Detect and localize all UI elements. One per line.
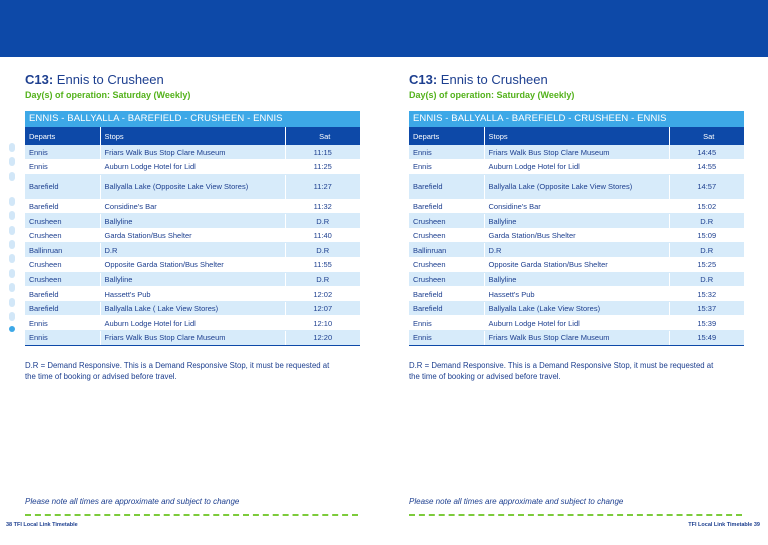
stop-marker bbox=[9, 254, 15, 263]
route-header: ENNIS - BALLYALLA - BAREFIELD - CRUSHEEN - ENNIS bbox=[25, 111, 360, 127]
cell-time: D.R bbox=[669, 272, 744, 287]
table-header-row bbox=[409, 127, 744, 145]
table-row bbox=[25, 316, 360, 331]
table-row bbox=[409, 214, 744, 229]
table-row bbox=[25, 301, 360, 316]
cell-departs: Ennis bbox=[25, 316, 100, 331]
cell-stop: Ballyline bbox=[484, 214, 669, 229]
cell-stop: Hassett's Pub bbox=[484, 287, 669, 302]
cell-time: 11:15 bbox=[285, 145, 360, 160]
cell-time: 14:45 bbox=[669, 145, 744, 160]
stop-marker bbox=[9, 240, 15, 249]
cell-time: D.R bbox=[669, 243, 744, 258]
table-row bbox=[25, 228, 360, 243]
cell-departs: Barefield bbox=[25, 301, 100, 316]
cell-stop: Ballyalla Lake (Opposite Lake View Stores) bbox=[484, 174, 669, 199]
cell-departs: Ennis bbox=[25, 145, 100, 160]
cell-departs: Barefield bbox=[409, 287, 484, 302]
table-row bbox=[409, 258, 744, 273]
demand-responsive-note: D.R = Demand Responsive. This is a Demand Responsive Stop, it must be requested at the time of booking or advised before travel. bbox=[25, 360, 330, 381]
stop-marker bbox=[9, 143, 15, 152]
cell-stop: Considine's Bar bbox=[100, 199, 285, 214]
cell-stop: Considine's Bar bbox=[484, 199, 669, 214]
cell-time: 15:25 bbox=[669, 258, 744, 273]
route-title bbox=[409, 72, 744, 88]
table-row bbox=[25, 243, 360, 258]
table-row bbox=[409, 272, 744, 287]
stop-marker bbox=[9, 197, 15, 206]
route-title bbox=[25, 72, 360, 88]
cell-stop: Ballyalla Lake (Lake View Stores) bbox=[484, 301, 669, 316]
cell-departs: Barefield bbox=[25, 174, 100, 199]
cell-time: 12:02 bbox=[285, 287, 360, 302]
cell-departs: Crusheen bbox=[25, 214, 100, 229]
cell-stop: Garda Station/Bus Shelter bbox=[100, 228, 285, 243]
table-row bbox=[25, 331, 360, 346]
timetable-panel-right bbox=[409, 72, 744, 382]
top-banner bbox=[0, 0, 768, 57]
cell-time: 15:02 bbox=[669, 199, 744, 214]
cell-time: 15:37 bbox=[669, 301, 744, 316]
cell-departs: Ennis bbox=[409, 331, 484, 346]
cell-departs: Barefield bbox=[25, 287, 100, 302]
cell-departs: Crusheen bbox=[25, 272, 100, 287]
cell-time: 12:10 bbox=[285, 316, 360, 331]
cell-departs: Crusheen bbox=[409, 228, 484, 243]
cell-departs: Crusheen bbox=[25, 258, 100, 273]
table-row bbox=[409, 145, 744, 160]
table-header-row bbox=[25, 127, 360, 145]
cell-departs: Barefield bbox=[409, 301, 484, 316]
table-row bbox=[25, 214, 360, 229]
table-row bbox=[409, 174, 744, 199]
cell-stop: Ballyalla Lake (Opposite Lake View Stores) bbox=[100, 174, 285, 199]
cell-time: D.R bbox=[285, 214, 360, 229]
cell-stop: Friars Walk Bus Stop Clare Museum bbox=[484, 331, 669, 346]
cell-stop: Ballyline bbox=[484, 272, 669, 287]
column-header-stops: Stops bbox=[484, 127, 669, 145]
route-code: C13: bbox=[25, 72, 54, 87]
table-row bbox=[409, 160, 744, 175]
footer-divider bbox=[409, 514, 742, 516]
timetable-panel-left bbox=[25, 72, 360, 382]
cell-departs: Crusheen bbox=[409, 258, 484, 273]
cell-stop: Garda Station/Bus Shelter bbox=[484, 228, 669, 243]
column-header-sat: Sat bbox=[285, 127, 360, 145]
table-row bbox=[25, 199, 360, 214]
cell-departs: Ennis bbox=[25, 160, 100, 175]
table-row bbox=[409, 228, 744, 243]
table-row bbox=[409, 316, 744, 331]
cell-time: 14:55 bbox=[669, 160, 744, 175]
cell-time: 11:27 bbox=[285, 174, 360, 199]
stop-marker bbox=[9, 326, 15, 332]
cell-departs: Ennis bbox=[409, 160, 484, 175]
route-name: Ennis to Crusheen bbox=[53, 72, 164, 87]
cell-departs: Ennis bbox=[409, 145, 484, 160]
cell-time: D.R bbox=[669, 214, 744, 229]
footer-right-page: TFI Local Link Timetable 39 bbox=[688, 522, 760, 528]
cell-stop: Auburn Lodge Hotel for Lidl bbox=[100, 160, 285, 175]
stop-marker bbox=[9, 211, 15, 220]
cell-stop: Opposite Garda Station/Bus Shelter bbox=[100, 258, 285, 273]
cell-time: 14:57 bbox=[669, 174, 744, 199]
cell-departs: Crusheen bbox=[409, 272, 484, 287]
cell-stop: Friars Walk Bus Stop Clare Museum bbox=[100, 145, 285, 160]
column-header-stops: Stops bbox=[100, 127, 285, 145]
cell-stop: Ballyline bbox=[100, 214, 285, 229]
stop-marker bbox=[9, 157, 15, 166]
days-of-operation: Day(s) of operation: Saturday (Weekly) bbox=[409, 90, 575, 100]
stop-marker bbox=[9, 283, 15, 292]
cell-time: 11:32 bbox=[285, 199, 360, 214]
cell-stop: Opposite Garda Station/Bus Shelter bbox=[484, 258, 669, 273]
table-row bbox=[25, 145, 360, 160]
approx-times-disclaimer: Please note all times are approximate and subject to change bbox=[409, 497, 624, 506]
footer-left-page: 38 TFI Local Link Timetable bbox=[6, 522, 78, 528]
cell-departs: Ennis bbox=[409, 316, 484, 331]
cell-time: D.R bbox=[285, 243, 360, 258]
table-row bbox=[409, 199, 744, 214]
cell-time: 15:39 bbox=[669, 316, 744, 331]
cell-departs: Barefield bbox=[409, 174, 484, 199]
cell-departs: Ballinruan bbox=[409, 243, 484, 258]
cell-time: D.R bbox=[285, 272, 360, 287]
approx-times-disclaimer: Please note all times are approximate and subject to change bbox=[25, 497, 240, 506]
cell-departs: Barefield bbox=[409, 199, 484, 214]
column-header-sat: Sat bbox=[669, 127, 744, 145]
timetable-table bbox=[25, 127, 360, 346]
table-row bbox=[25, 287, 360, 302]
cell-stop: Ballyline bbox=[100, 272, 285, 287]
cell-time: 12:20 bbox=[285, 331, 360, 346]
table-row bbox=[409, 243, 744, 258]
cell-stop: D.R bbox=[100, 243, 285, 258]
stop-indicator-column bbox=[9, 143, 17, 338]
cell-stop: Hassett's Pub bbox=[100, 287, 285, 302]
cell-stop: Ballyalla Lake ( Lake View Stores) bbox=[100, 301, 285, 316]
cell-stop: Auburn Lodge Hotel for Lidl bbox=[484, 316, 669, 331]
cell-departs: Crusheen bbox=[409, 214, 484, 229]
cell-time: 11:55 bbox=[285, 258, 360, 273]
table-row bbox=[25, 174, 360, 199]
table-row bbox=[25, 258, 360, 273]
table-row bbox=[25, 272, 360, 287]
stop-marker bbox=[9, 269, 15, 278]
cell-stop: Auburn Lodge Hotel for Lidl bbox=[100, 316, 285, 331]
cell-stop: Friars Walk Bus Stop Clare Museum bbox=[484, 145, 669, 160]
cell-departs: Ballinruan bbox=[25, 243, 100, 258]
cell-time: 11:40 bbox=[285, 228, 360, 243]
footer-divider bbox=[25, 514, 358, 516]
cell-stop: D.R bbox=[484, 243, 669, 258]
stop-marker bbox=[9, 312, 15, 321]
timetable-table bbox=[409, 127, 744, 346]
cell-time: 15:09 bbox=[669, 228, 744, 243]
table-row bbox=[25, 160, 360, 175]
column-header-departs: Departs bbox=[25, 127, 100, 145]
cell-departs: Ennis bbox=[25, 331, 100, 346]
stop-marker bbox=[9, 298, 15, 307]
stop-marker bbox=[9, 226, 15, 235]
cell-time: 11:25 bbox=[285, 160, 360, 175]
route-name: Ennis to Crusheen bbox=[437, 72, 548, 87]
cell-departs: Barefield bbox=[25, 199, 100, 214]
table-row bbox=[409, 331, 744, 346]
cell-stop: Auburn Lodge Hotel for Lidl bbox=[484, 160, 669, 175]
cell-time: 15:32 bbox=[669, 287, 744, 302]
route-code: C13: bbox=[409, 72, 438, 87]
days-of-operation: Day(s) of operation: Saturday (Weekly) bbox=[25, 90, 191, 100]
table-row bbox=[409, 287, 744, 302]
cell-time: 15:49 bbox=[669, 331, 744, 346]
cell-stop: Friars Walk Bus Stop Clare Museum bbox=[100, 331, 285, 346]
cell-departs: Crusheen bbox=[25, 228, 100, 243]
cell-time: 12:07 bbox=[285, 301, 360, 316]
column-header-departs: Departs bbox=[409, 127, 484, 145]
route-header: ENNIS - BALLYALLA - BAREFIELD - CRUSHEEN - ENNIS bbox=[409, 111, 744, 127]
stop-marker bbox=[9, 172, 15, 181]
table-row bbox=[409, 301, 744, 316]
demand-responsive-note: D.R = Demand Responsive. This is a Demand Responsive Stop, it must be requested at the time of booking or advised before travel. bbox=[409, 360, 714, 381]
